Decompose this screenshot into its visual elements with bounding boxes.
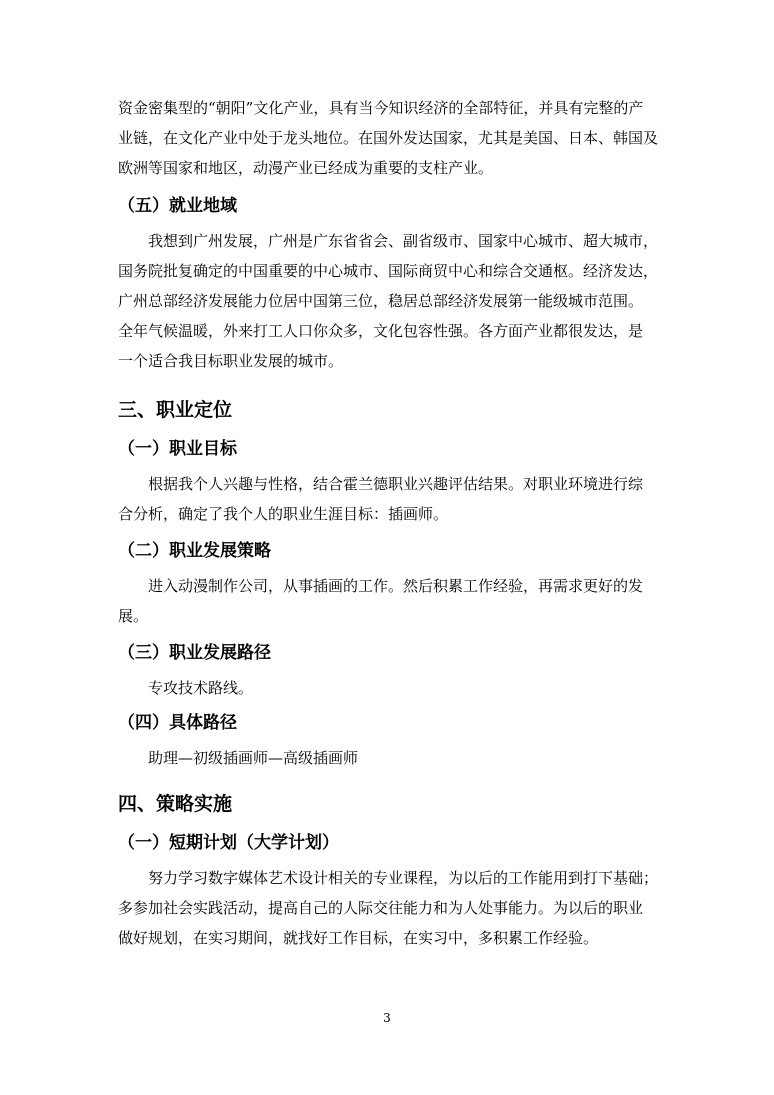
paragraph-line: 努力学习数字媒体艺术设计相关的专业课程，为以后的工作能用到打下基础； (148, 869, 658, 887)
section-heading-career-goal: （一）职业目标 (118, 439, 237, 459)
section-heading-career-path: （三）职业发展路径 (118, 643, 271, 663)
paragraph-line: 多参加社会实践活动，提高自己的人际交往能力和为人处事能力。为以后的职业 (118, 899, 644, 917)
paragraph-line: 广州总部经济发展能力位居中国第三位，稳居总部经济发展第一能级城市范围。 (118, 292, 644, 310)
paragraph-line: 资金密集型的“朝阳”文化产业，具有当今知识经济的全部特征，并具有完整的产 (118, 99, 644, 117)
section-heading-employment-region: （五）就业地域 (118, 196, 237, 216)
paragraph-line: 业链，在文化产业中处于龙头地位。在国外发达国家，尤其是美国、日本、韩国及 (118, 129, 658, 147)
section-heading-career-strategy: （二）职业发展策略 (118, 541, 271, 561)
paragraph-line: 我想到广州发展，广州是广东省省会、副省级市、国家中心城市、超大城市， (148, 232, 658, 250)
paragraph-line: 合分析，确定了我个人的职业生涯目标：插画师。 (118, 505, 449, 523)
chapter-heading-strategy-implementation: 四、策略实施 (118, 793, 233, 815)
paragraph-line: 专攻技术路线。 (148, 679, 254, 697)
page-number: 3 (383, 1011, 391, 1025)
chapter-heading-career-positioning: 三、职业定位 (118, 399, 233, 421)
section-heading-specific-path: （四）具体路径 (118, 713, 237, 733)
paragraph-line: 助理—初级插画师—高级插画师 (148, 749, 359, 767)
paragraph-line: 一个适合我目标职业发展的城市。 (118, 352, 344, 370)
paragraph-line: 展。 (118, 607, 149, 625)
paragraph-line: 欧洲等国家和地区，动漫产业已经成为重要的支柱产业。 (118, 159, 494, 177)
section-heading-short-term-plan: （一）短期计划（大学计划） (118, 833, 339, 853)
paragraph-line: 进入动漫制作公司，从事插画的工作。然后积累工作经验，再需求更好的发 (148, 577, 644, 595)
paragraph-line: 根据我个人兴趣与性格，结合霍兰德职业兴趣评估结果。对职业环境进行综 (148, 475, 644, 493)
paragraph-line: 全年气候温暖，外来打工人口你众多，文化包容性强。各方面产业都很发达，是 (118, 322, 644, 340)
paragraph-line: 国务院批复确定的中国重要的中心城市、国际商贸中心和综合交通枢。经济发达， (118, 262, 658, 280)
paragraph-line: 做好规划，在实习期间，就找好工作目标，在实习中，多积累工作经验。 (118, 929, 599, 947)
